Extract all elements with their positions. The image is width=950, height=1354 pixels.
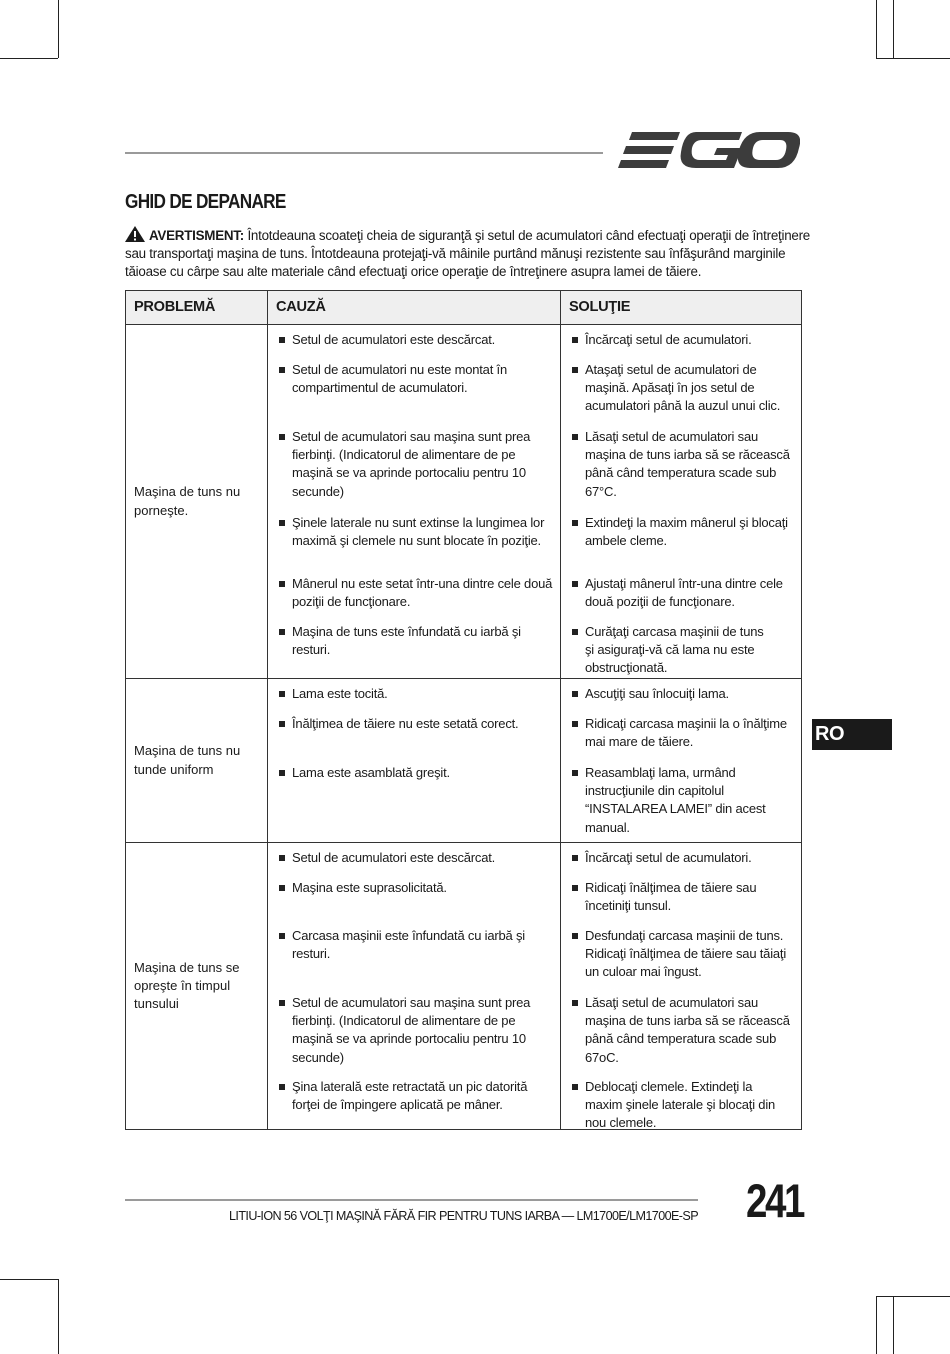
cause-text-line: fierbinţi. (Indicatorul de alimentare de pe <box>292 1013 516 1029</box>
cause-item <box>268 508 560 569</box>
cause-item <box>268 843 560 873</box>
problem-text-line: tunde uniform <box>134 761 214 777</box>
ego-logo <box>618 128 800 172</box>
solution-text-line: Deblocaţi clemele. Extindeţi la <box>585 1079 753 1094</box>
problem-text-line: Maşina de tuns nu <box>134 484 241 500</box>
bullet-icon <box>279 367 285 373</box>
solution-item <box>561 355 801 422</box>
header-cause: CAUZĂ <box>268 291 561 325</box>
bullet-icon <box>279 520 285 526</box>
solution-text-line: Lăsaţi setul de acumulatori sau <box>585 995 759 1010</box>
solution-text-line: Ascuţiţi sau înlocuiţi lama. <box>585 686 729 701</box>
cause-text-line: Şinele laterale nu sunt extinse la lungimea lor <box>292 515 545 530</box>
cause-item <box>268 569 560 617</box>
bullet-icon <box>572 885 578 891</box>
cause-item <box>268 873 560 921</box>
cause-text-line: Setul de acumulatori este descărcat. <box>292 850 496 865</box>
solution-item <box>561 988 801 1072</box>
solution-item <box>561 921 801 988</box>
solution-item <box>561 508 801 569</box>
bullet-icon <box>279 885 285 891</box>
bullet-icon <box>279 691 285 697</box>
table-row <box>126 679 802 843</box>
footer-rule <box>125 1199 698 1201</box>
bullet-icon <box>279 1000 285 1006</box>
solution-item <box>561 679 801 709</box>
crop-mark <box>876 58 950 59</box>
solution-text-line: Ridicaţi înălţimea de tăiere sau <box>585 880 757 895</box>
cause-text-line: maximă şi clemele nu sunt blocate în poziţie. <box>292 533 541 549</box>
solution-item <box>561 1072 801 1129</box>
cause-cell <box>268 843 561 1130</box>
solution-text-line: maxim şinele laterale şi blocaţi din <box>585 1097 776 1113</box>
bullet-icon <box>572 691 578 697</box>
header-rule <box>125 152 603 154</box>
footer-text: LITIU-ION 56 VOLŢI MAŞINĂ FĂRĂ FIR PENTRU TUNS IARBA — LM1700E/LM1700E-SP <box>229 1209 698 1223</box>
solution-text-line: Desfundaţi carcasa maşinii de tuns. <box>585 928 784 943</box>
solution-text-line: ambele cleme. <box>585 533 667 549</box>
bullet-icon <box>572 855 578 861</box>
solution-text-line: nou clemele. <box>585 1115 657 1131</box>
problem-text-line: Maşina de tuns se <box>134 959 240 975</box>
cause-text-line: fierbinţi. (Indicatorul de alimentare de pe <box>292 447 516 463</box>
table-header-row <box>126 291 802 325</box>
solution-text-line: Încărcaţi setul de acumulatori. <box>585 332 752 347</box>
table-row <box>126 843 802 1130</box>
cause-item <box>268 617 560 678</box>
solution-item <box>561 325 801 355</box>
cause-text-line: Lama este asamblată greşit. <box>292 765 450 780</box>
cause-text-line: maşină se va aprinde portocaliu pentru 10 <box>292 1031 526 1047</box>
solution-text-line: maşină. Apăsaţi în jos setul de <box>585 380 755 396</box>
cause-item <box>268 422 560 508</box>
solution-text-line: şi asiguraţi-vă că lama nu este <box>585 642 755 658</box>
solution-text-line: Încărcaţi setul de acumulatori. <box>585 850 752 865</box>
solution-item <box>561 873 801 921</box>
solution-text-line: un culoar mai îngust. <box>585 964 702 980</box>
cause-text-line: Maşina este suprasolicitată. <box>292 880 447 895</box>
troubleshooting-table <box>125 290 802 1130</box>
cause-text-line: Lama este tocită. <box>292 686 388 701</box>
warning-triangle-icon <box>125 226 145 242</box>
bullet-icon <box>572 337 578 343</box>
cause-item <box>268 758 560 842</box>
solution-text-line: 67oC. <box>585 1049 619 1065</box>
cause-cell <box>268 679 561 843</box>
bullet-icon <box>279 933 285 939</box>
crop-mark <box>893 0 894 58</box>
solution-text-line: încetiniţi tunsul. <box>585 898 672 914</box>
bullet-icon <box>572 629 578 635</box>
cause-text-line: compartimentul de acumulatori. <box>292 380 468 396</box>
language-tab: RO <box>812 719 892 750</box>
bullet-icon <box>572 367 578 373</box>
solution-text-line: obstrucţionată. <box>585 660 668 676</box>
crop-mark <box>876 0 877 58</box>
bullet-icon <box>572 1000 578 1006</box>
solution-text-line: Ajustaţi mânerul într-una dintre cele <box>585 576 783 591</box>
solution-text-line: Curăţaţi carcasa maşinii de tuns <box>585 624 764 639</box>
problem-cell <box>126 843 268 1130</box>
cause-text-line: Mânerul nu este setat într-una dintre cele două <box>292 576 553 591</box>
solution-text-line: instrucţiunile din capitolul <box>585 783 724 799</box>
bullet-icon <box>572 1084 578 1090</box>
solution-text-line: manual. <box>585 819 630 835</box>
problem-text-line: opreşte în timpul <box>134 977 231 993</box>
problem-text-line: Maşina de tuns nu <box>134 743 241 759</box>
bullet-icon <box>572 581 578 587</box>
crop-mark <box>58 0 59 58</box>
bullet-icon <box>279 770 285 776</box>
solution-item <box>561 617 801 678</box>
bullet-icon <box>279 721 285 727</box>
cause-text-line: Carcasa maşinii este înfundată cu iarbă şi <box>292 928 525 943</box>
crop-mark <box>876 1296 877 1354</box>
cause-item <box>268 325 560 355</box>
solution-cell <box>561 679 802 843</box>
solution-text-line: Ridicaţi carcasa maşinii la o înălţime <box>585 716 787 731</box>
cause-item <box>268 355 560 422</box>
solution-item <box>561 569 801 617</box>
bullet-icon <box>572 933 578 939</box>
page-title: GHID DE DEPANARE <box>125 191 286 213</box>
solution-text-line: mai mare de tăiere. <box>585 734 694 750</box>
cause-text-line: maşină se va aprinde portocaliu pentru 10 <box>292 465 526 481</box>
bullet-icon <box>572 721 578 727</box>
solution-item <box>561 422 801 508</box>
crop-mark <box>0 58 58 59</box>
warning-label: AVERTISMENT: <box>149 228 244 243</box>
cause-text-line: Maşina de tuns este înfundată cu iarbă şi <box>292 624 521 639</box>
solution-text-line: Extindeţi la maxim mânerul şi blocaţi <box>585 515 788 530</box>
crop-mark <box>0 1279 58 1280</box>
warning-text-line2: sau transportaţi maşina de tuns. Întotdeauna protejaţi-vă mâinile purtând mănuşi rezistente sau înfăşurând marginile <box>125 246 786 261</box>
solution-item <box>561 758 801 842</box>
solution-text-line: două poziţii de funcţionare. <box>585 594 735 610</box>
cause-text-line: Setul de acumulatori nu este montat în <box>292 362 507 377</box>
cause-text-line: forţei de împingere aplicată pe mâner. <box>292 1097 503 1113</box>
solution-cell <box>561 325 802 679</box>
cause-text-line: Înălţimea de tăiere nu este setată corect. <box>292 716 519 731</box>
cause-item <box>268 988 560 1072</box>
warning-text-line1: Întotdeauna scoateţi cheia de siguranţă şi setul de acumulatori când efectuaţi operaţii de întreţinere <box>247 228 811 243</box>
solution-text-line: Reasamblaţi lama, urmând <box>585 765 736 780</box>
cause-text-line: Setul de acumulatori sau maşina sunt prea <box>292 995 531 1010</box>
solution-text-line: acumulatori până la auzul unui clic. <box>585 398 781 414</box>
cause-item <box>268 709 560 758</box>
cause-cell <box>268 325 561 679</box>
solution-text-line: Lăsaţi setul de acumulatori sau <box>585 429 759 444</box>
page-number: 241 <box>746 1174 803 1227</box>
bullet-icon <box>279 855 285 861</box>
cause-text-line: Şina laterală este retractată un pic datorită <box>292 1079 528 1094</box>
bullet-icon <box>572 770 578 776</box>
crop-mark <box>58 1279 59 1354</box>
solution-cell <box>561 843 802 1130</box>
warning-text-line3: tăioase cu cârpe sau alte materiale când efectuaţi orice operaţie de întreţinere asupra lamei de tăiere. <box>125 264 702 279</box>
bullet-icon <box>279 1084 285 1090</box>
problem-cell <box>126 325 268 679</box>
bullet-icon <box>279 629 285 635</box>
cause-text-line: Setul de acumulatori este descărcat. <box>292 332 496 347</box>
problem-text-line: tunsului <box>134 996 179 1012</box>
bullet-icon <box>572 520 578 526</box>
table-row <box>126 325 802 679</box>
crop-mark <box>876 1296 950 1297</box>
bullet-icon <box>572 434 578 440</box>
ego-logo-icon <box>618 128 800 172</box>
solution-text-line: maşina de tuns iarba să se răcească <box>585 1013 790 1029</box>
header-problem: PROBLEMĂ <box>126 291 268 325</box>
solution-text-line: Ridicaţi înălţimea de tăiere sau tăiaţi <box>585 946 787 962</box>
solution-text-line: Ataşaţi setul de acumulatori de <box>585 362 757 377</box>
cause-text-line: secunde) <box>292 483 344 499</box>
solution-text-line: maşina de tuns iarba să se răcească <box>585 447 790 463</box>
crop-mark <box>893 1296 894 1354</box>
cause-text-line: secunde) <box>292 1049 344 1065</box>
problem-text-line: porneşte. <box>134 502 189 518</box>
bullet-icon <box>279 581 285 587</box>
cause-item <box>268 679 560 709</box>
cause-text-line: poziţii de funcţionare. <box>292 594 411 610</box>
header-solution: SOLUŢIE <box>561 291 802 325</box>
solution-text-line: “INSTALAREA LAMEI” din acest <box>585 801 766 817</box>
problem-cell <box>126 679 268 843</box>
warning-block <box>125 226 811 281</box>
solution-text-line: până când temperatura scade sub <box>585 465 777 481</box>
cause-item <box>268 921 560 988</box>
cause-text-line: resturi. <box>292 946 331 962</box>
cause-text-line: resturi. <box>292 642 331 658</box>
bullet-icon <box>279 434 285 440</box>
solution-text-line: până când temperatura scade sub <box>585 1031 777 1047</box>
bullet-icon <box>279 337 285 343</box>
solution-item <box>561 709 801 758</box>
cause-text-line: Setul de acumulatori sau maşina sunt prea <box>292 429 531 444</box>
solution-text-line: 67°C. <box>585 483 617 499</box>
solution-item <box>561 843 801 873</box>
cause-item <box>268 1072 560 1129</box>
